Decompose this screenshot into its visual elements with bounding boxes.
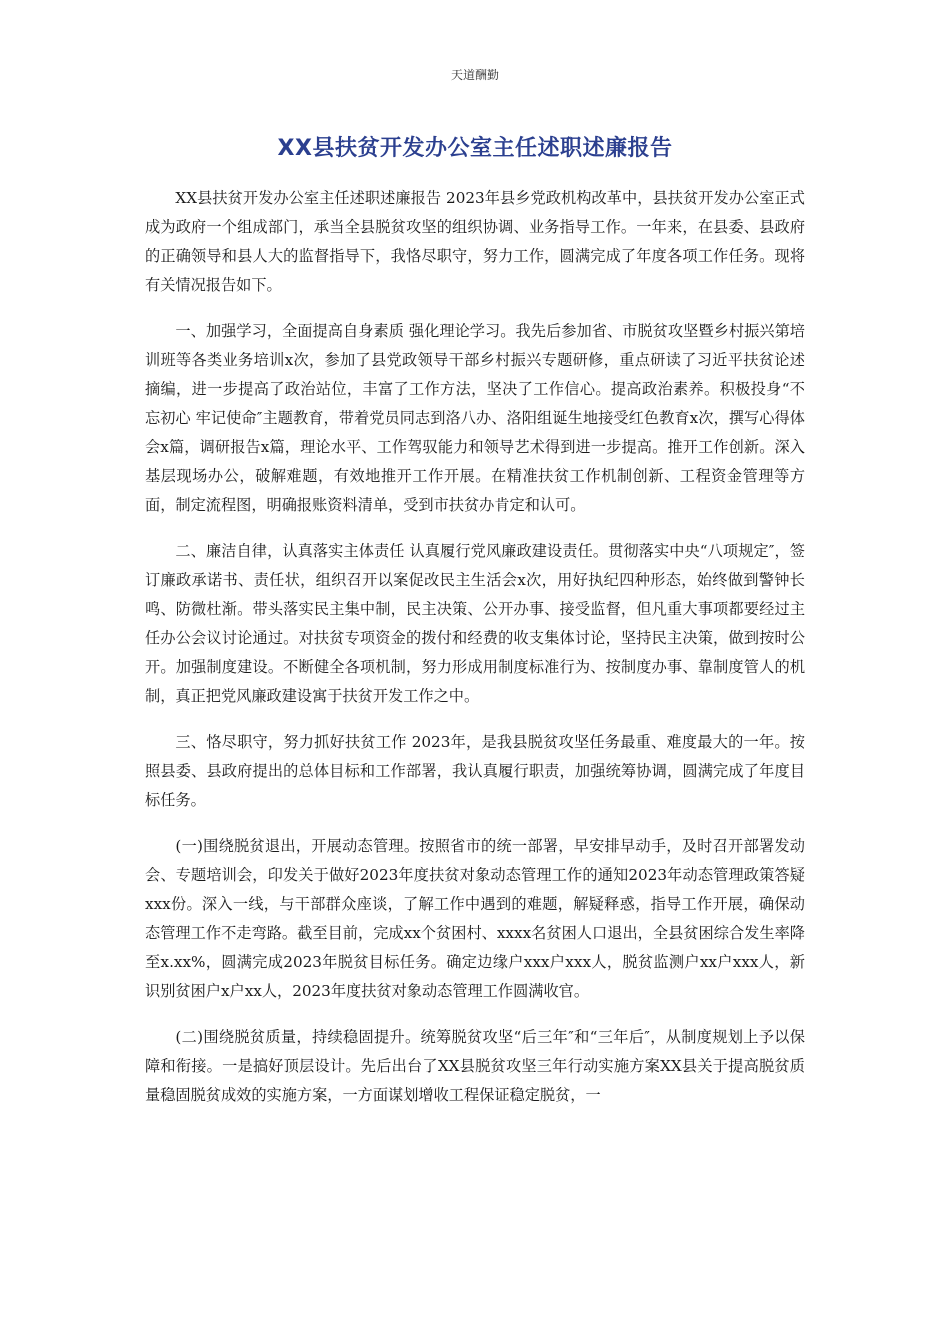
document-body <box>145 184 805 1110</box>
paragraph-subsection-2: (二)围绕脱贫质量，持续稳固提升。统筹脱贫攻坚“后三年″和“三年后″，从制度规划上予以保障和衔接。一是搞好顶层设计。先后出台了XX县脱贫攻坚三年行动实施方案XX县关于提高脱贫质量稳固脱贫成效的实施方案，一方面谋划增收工程保证稳定脱贫，一 <box>145 1028 805 1104</box>
paragraph-section-3: 三、恪尽职守，努力抓好扶贫工作 2023年，是我县脱贫攻坚任务最重、难度最大的一年。按照县委、县政府提出的总体目标和工作部署，我认真履行职责，加强统筹协调，圆满完成了年度目标任务。 <box>145 733 805 809</box>
paragraph-section-1: 一、加强学习，全面提高自身素质 强化理论学习。我先后参加省、市脱贫攻坚暨乡村振兴第培训班等各类业务培训x次，参加了县党政领导干部乡村振兴专题研修，重点研读了习近平扶贫论述摘编，进一步提高了政治站位，丰富了工作方法，坚决了工作信心。提高政治素养。积极投身“不忘初心 牢记使命″主题教育，带着党员同志到洛八办、洛阳组诞生地接受红色教育x次，撰写心得体会x篇，调研报告x篇，理论水平、工作驾驭能力和领导艺术得到进一步提高。推开工作创新。深入基层现场办公，破解难题，有效地推开工作开展。在精准扶贫工作机制创新、工程资金管理等方面，制定流程图，明确报账资料清单，受到市扶贫办肯定和认可。 <box>145 322 805 514</box>
page-header: 天道酬勤 <box>450 68 499 82</box>
paragraph-subsection-1: (一)围绕脱贫退出，开展动态管理。按照省市的统一部署，早安排早动手，及时召开部署发动会、专题培训会，印发关于做好2023年度扶贫对象动态管理工作的通知2023年动态管理政策答疑xxx份。深入一线，与干部群众座谈，了解工作中遇到的难题，解疑释惑，指导工作开展，确保动态管理工作不走弯路。截至目前，完成xx个贫困村、xxxx名贫困人口退出，全县贫困综合发生率降至x.xx%，圆满完成2023年脱贫目标任务。确定边缘户xxx户xxx人，脱贫监测户xx户xxx人，新识别贫困户x户xx人，2023年度扶贫对象动态管理工作圆满收官。 <box>145 837 805 1000</box>
document-title: XX县扶贫开发办公室主任述职述廉报告 <box>277 136 673 161</box>
paragraph-intro: XX县扶贫开发办公室主任述职述廉报告 2023年县乡党政机构改革中，县扶贫开发办公室正式成为政府一个组成部门，承当全县脱贫攻坚的组织协调、业务指导工作。一年来，在县委、县政府的正确领导和县人大的监督指导下，我恪尽职守，努力工作，圆满完成了年度各项工作任务。现将有关情况报告如下。 <box>145 189 805 294</box>
paragraph-section-2: 二、廉洁自律，认真落实主体责任 认真履行党风廉政建设责任。贯彻落实中央“八项规定″，签订廉政承诺书、责任状，组织召开以案促改民主生活会x次，用好执纪四种形态，始终做到警钟长鸣、防微杜渐。带头落实民主集中制，民主决策、公开办事、接受监督，但凡重大事项都要经过主任办公会议讨论通过。对扶贫专项资金的拨付和经费的收支集体讨论，坚持民主决策，做到按时公开。加强制度建设。不断健全各项机制，努力形成用制度标准行为、按制度办事、靠制度管人的机制，真正把党风廉政建设寓于扶贫开发工作之中。 <box>145 542 805 705</box>
